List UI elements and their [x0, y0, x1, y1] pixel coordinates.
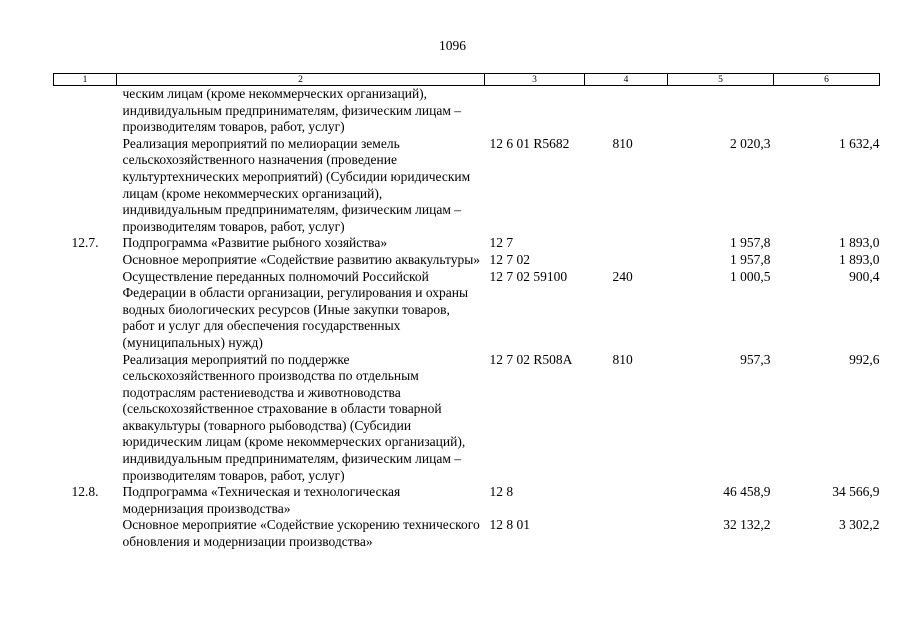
- row-number: [54, 352, 117, 485]
- row-amount-col6: 900,4: [849, 268, 880, 284]
- row-expense-type: [585, 235, 668, 252]
- row-amount-col5: 1 000,5: [730, 268, 771, 284]
- row-expense-type: [585, 252, 668, 269]
- row-code: 12 6 01 R5682: [489, 135, 570, 151]
- row-code: 12 8: [489, 484, 514, 500]
- row-amount-col5: [668, 86, 774, 136]
- row-amount-col6: 1 893,0: [839, 251, 880, 267]
- row-amount-col5: 1 957,8: [730, 251, 771, 267]
- row-amount-col5: 32 132,2: [723, 517, 771, 533]
- row-amount-col6: 3 302,2: [839, 517, 880, 533]
- row-name: ческим лицам (кроме некоммерческих организаций), индивидуальным предпринимателям, физическим лицам – производителям товаров, работ, услуг): [122, 86, 462, 135]
- row-expense-type: 810: [612, 351, 633, 367]
- row-amount-col5: 1 957,8: [730, 235, 771, 251]
- row-amount-col6: 1 893,0: [839, 235, 880, 251]
- table-row: [54, 136, 880, 236]
- row-code: 12 8 01: [489, 517, 530, 533]
- column-number: 2: [117, 74, 485, 86]
- table-row: [54, 235, 880, 252]
- row-code: [485, 86, 585, 136]
- row-number: [54, 86, 117, 136]
- row-name: Основное мероприятие «Содействие ускорению технического обновления и модернизации производства»: [122, 517, 480, 550]
- column-number: 3: [485, 74, 585, 86]
- row-expense-type: [585, 517, 668, 550]
- column-number: 6: [774, 74, 880, 86]
- row-expense-type: [585, 484, 668, 517]
- row-expense-type: [585, 86, 668, 136]
- row-name: Осуществление переданных полномочий Российской Федерации в области организации, регулирования и охраны водных биологических ресурсов (Иные закупки товаров, работ и услуг для обеспечения государственных (муниципальных) нужд): [122, 268, 469, 350]
- row-amount-col6: 1 632,4: [839, 135, 880, 151]
- table-row: [54, 86, 880, 136]
- column-number: 5: [668, 74, 774, 86]
- row-name: Подпрограмма «Развитие рыбного хозяйства»: [122, 235, 388, 251]
- row-code: 12 7 02 R508A: [489, 351, 573, 367]
- column-number-row: [54, 74, 880, 86]
- table-row: [54, 252, 880, 269]
- row-number: [54, 269, 117, 352]
- column-number: 4: [585, 74, 668, 86]
- column-number: 1: [54, 74, 117, 86]
- row-number: 12.8.: [71, 484, 99, 500]
- row-code: 12 7: [489, 235, 514, 251]
- table-row: [54, 352, 880, 485]
- row-number: [54, 136, 117, 236]
- row-number: [54, 517, 117, 550]
- row-number: 12.7.: [71, 235, 99, 251]
- row-amount-col6: [774, 86, 880, 136]
- row-code: 12 7 02 59100: [489, 268, 568, 284]
- row-code: 12 7 02: [489, 251, 530, 267]
- table-row: [54, 269, 880, 352]
- table-row: [54, 517, 880, 550]
- row-name: Реализация мероприятий по мелиорации земель сельскохозяйственного назначения (проведение культуртехнических мероприятий) (Субсидии юридическим лицам (кроме некоммерческих организаций), индивидуальным предпринимателям, физическим лицам – производителям товаров, работ, услуг): [122, 135, 471, 234]
- budget-table: [53, 73, 880, 551]
- row-amount-col6: 992,6: [849, 351, 880, 367]
- table-body: [54, 86, 880, 551]
- page-number: 1096: [439, 38, 466, 53]
- row-amount-col5: 46 458,9: [723, 484, 771, 500]
- row-name: Подпрограмма «Техническая и технологическая модернизация производства»: [122, 484, 401, 516]
- table-header: [54, 74, 880, 86]
- row-name: Реализация мероприятий по поддержке сельскохозяйственного производства по отдельным подотраслям растениеводства и животноводства (сельскохозяйственное страхование в области товарной аквакультуры (товарного рыбоводства) (Субсидии юридическим лицам (кроме некоммерческих организаций), индивидуальным предпринимателям, физическим лицам – производителям товаров, работ, услуг): [122, 351, 466, 483]
- row-name: Основное мероприятие «Содействие развитию аквакультуры»: [122, 251, 481, 267]
- table-row: [54, 484, 880, 517]
- row-number: [54, 252, 117, 269]
- row-amount-col5: 2 020,3: [730, 135, 771, 151]
- row-expense-type: 810: [612, 135, 633, 151]
- row-amount-col6: 34 566,9: [832, 484, 880, 500]
- row-amount-col5: 957,3: [740, 351, 771, 367]
- row-expense-type: 240: [612, 268, 633, 284]
